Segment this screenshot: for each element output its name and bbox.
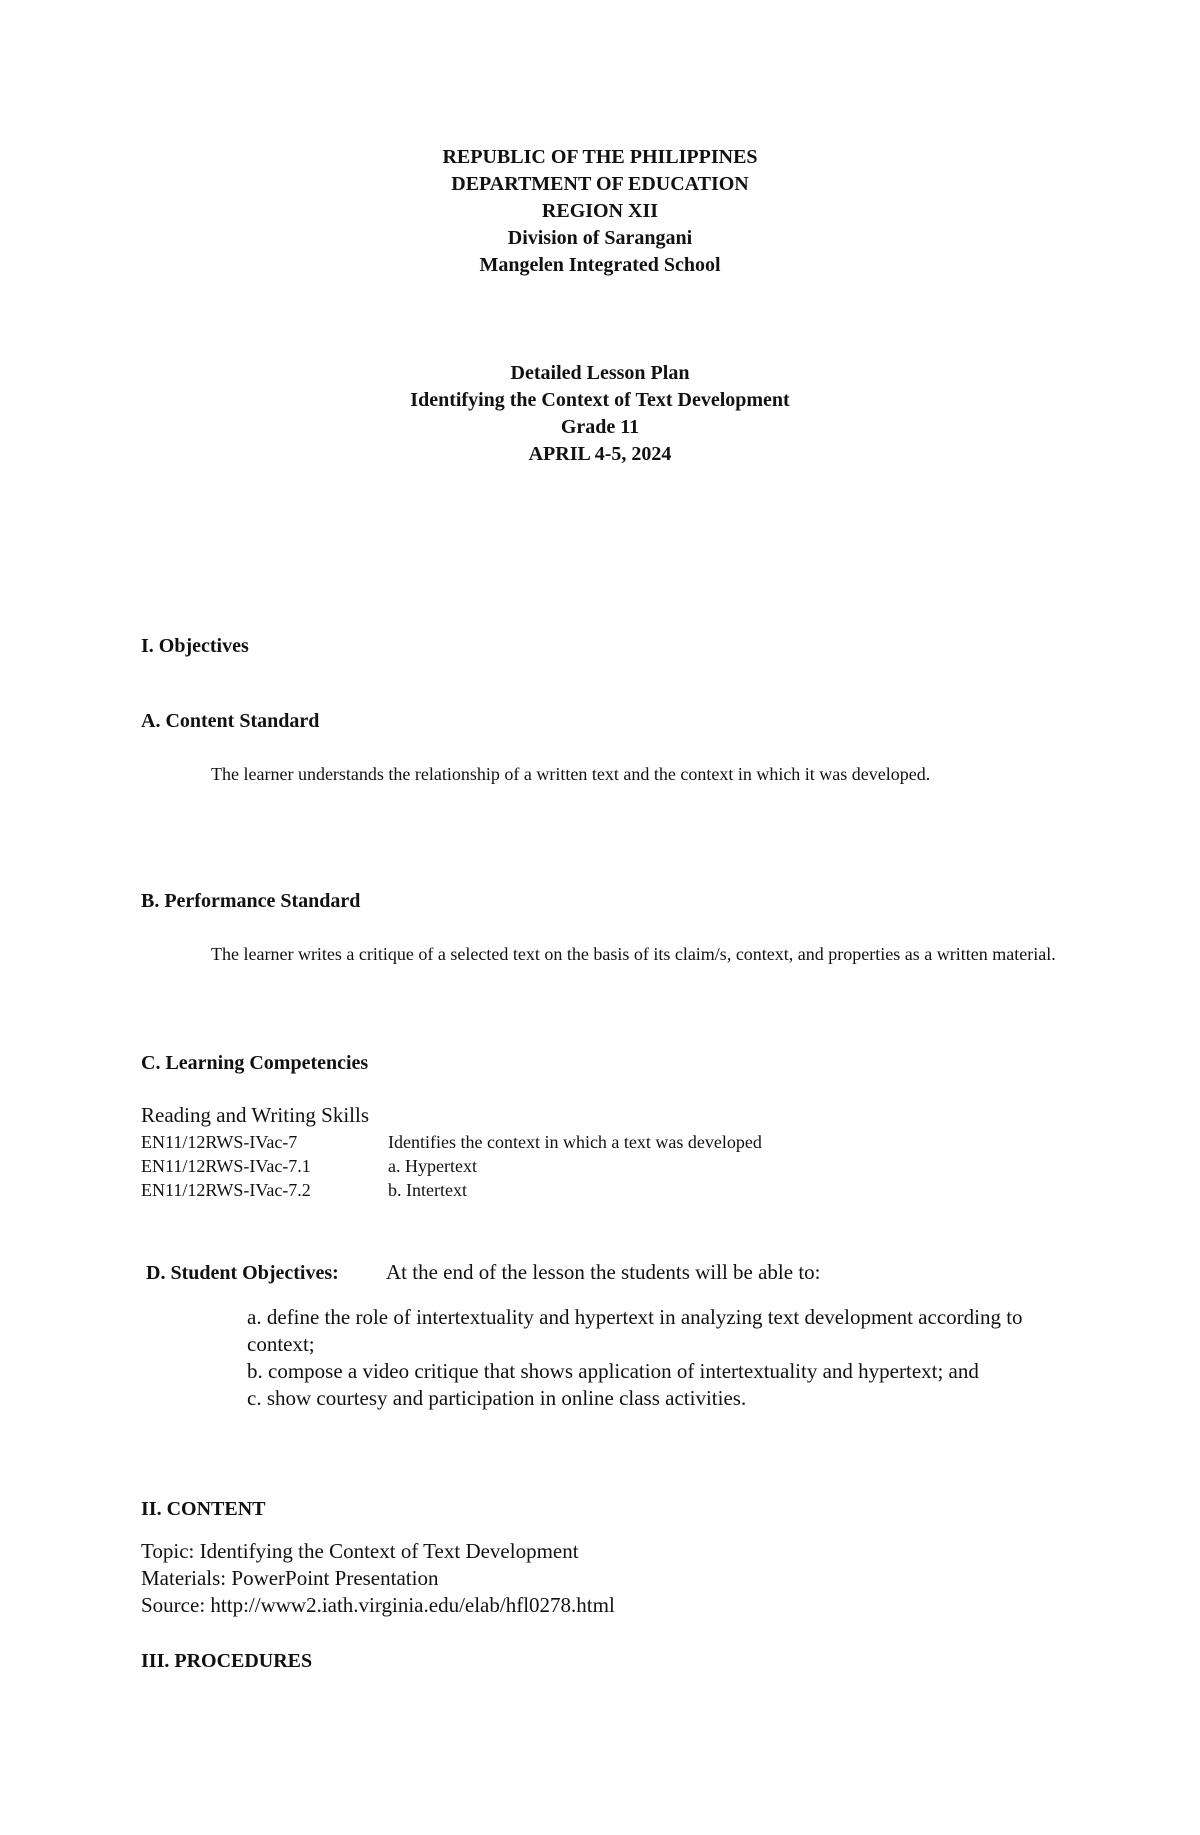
student-objectives-intro: At the end of the lesson the students will be able to:: [386, 1260, 821, 1284]
competency-code: EN11/12RWS-IVac-7.1: [141, 1156, 311, 1176]
division-line: Division of Sarangani: [507, 227, 693, 249]
content-source: Source: http://www2.iath.virginia.edu/elab/hfl0278.html: [141, 1593, 615, 1617]
lesson-title-block: [0, 360, 1200, 468]
performance-standard-heading: B. Performance Standard: [141, 890, 361, 912]
school-line: Mangelen Integrated School: [479, 254, 721, 276]
department-line: DEPARTMENT OF EDUCATION: [451, 173, 749, 195]
list-item: b. compose a video critique that shows application of intertextuality and hypertext; and: [247, 1359, 979, 1383]
list-item: a. define the role of intertextuality and hypertext in analyzing text development according to context;: [247, 1305, 1023, 1356]
student-objectives-heading: D. Student Objectives:: [146, 1262, 339, 1284]
objectives-heading: I. Objectives: [141, 635, 249, 657]
competencies-subject: Reading and Writing Skills: [141, 1103, 370, 1127]
lesson-grade: Grade 11: [560, 416, 640, 438]
lesson-type: Detailed Lesson Plan: [510, 362, 690, 384]
content-standard-heading: A. Content Standard: [141, 710, 320, 732]
student-objectives-list: [247, 1304, 1047, 1412]
institution-header: [0, 144, 1200, 279]
content-materials: Materials: PowerPoint Presentation: [141, 1566, 439, 1590]
region-line: REGION XII: [541, 200, 659, 222]
learning-competencies-heading: C. Learning Competencies: [141, 1052, 369, 1074]
competency-code: EN11/12RWS-IVac-7: [141, 1132, 298, 1152]
lesson-title: Identifying the Context of Text Development: [410, 389, 790, 411]
competency-desc: Identifies the context in which a text was developed: [388, 1132, 762, 1152]
republic-line: REPUBLIC OF THE PHILIPPINES: [442, 146, 758, 168]
lesson-date: APRIL 4-5, 2024: [528, 443, 672, 465]
competency-desc: b. Intertext: [388, 1180, 467, 1200]
content-topic: Topic: Identifying the Context of Text Development: [141, 1539, 579, 1563]
list-item: c. show courtesy and participation in online class activities.: [247, 1386, 747, 1410]
procedures-heading: III. PROCEDURES: [141, 1650, 313, 1672]
content-block: [141, 1538, 615, 1619]
competency-code: EN11/12RWS-IVac-7.2: [141, 1180, 311, 1200]
performance-standard-text: The learner writes a critique of a selected text on the basis of its claim/s, context, and properties as a written material.: [211, 944, 1056, 964]
content-standard-text: The learner understands the relationship of a written text and the context in which it was developed.: [211, 764, 931, 784]
content-heading: II. CONTENT: [141, 1498, 266, 1520]
competency-desc: a. Hypertext: [388, 1156, 477, 1176]
